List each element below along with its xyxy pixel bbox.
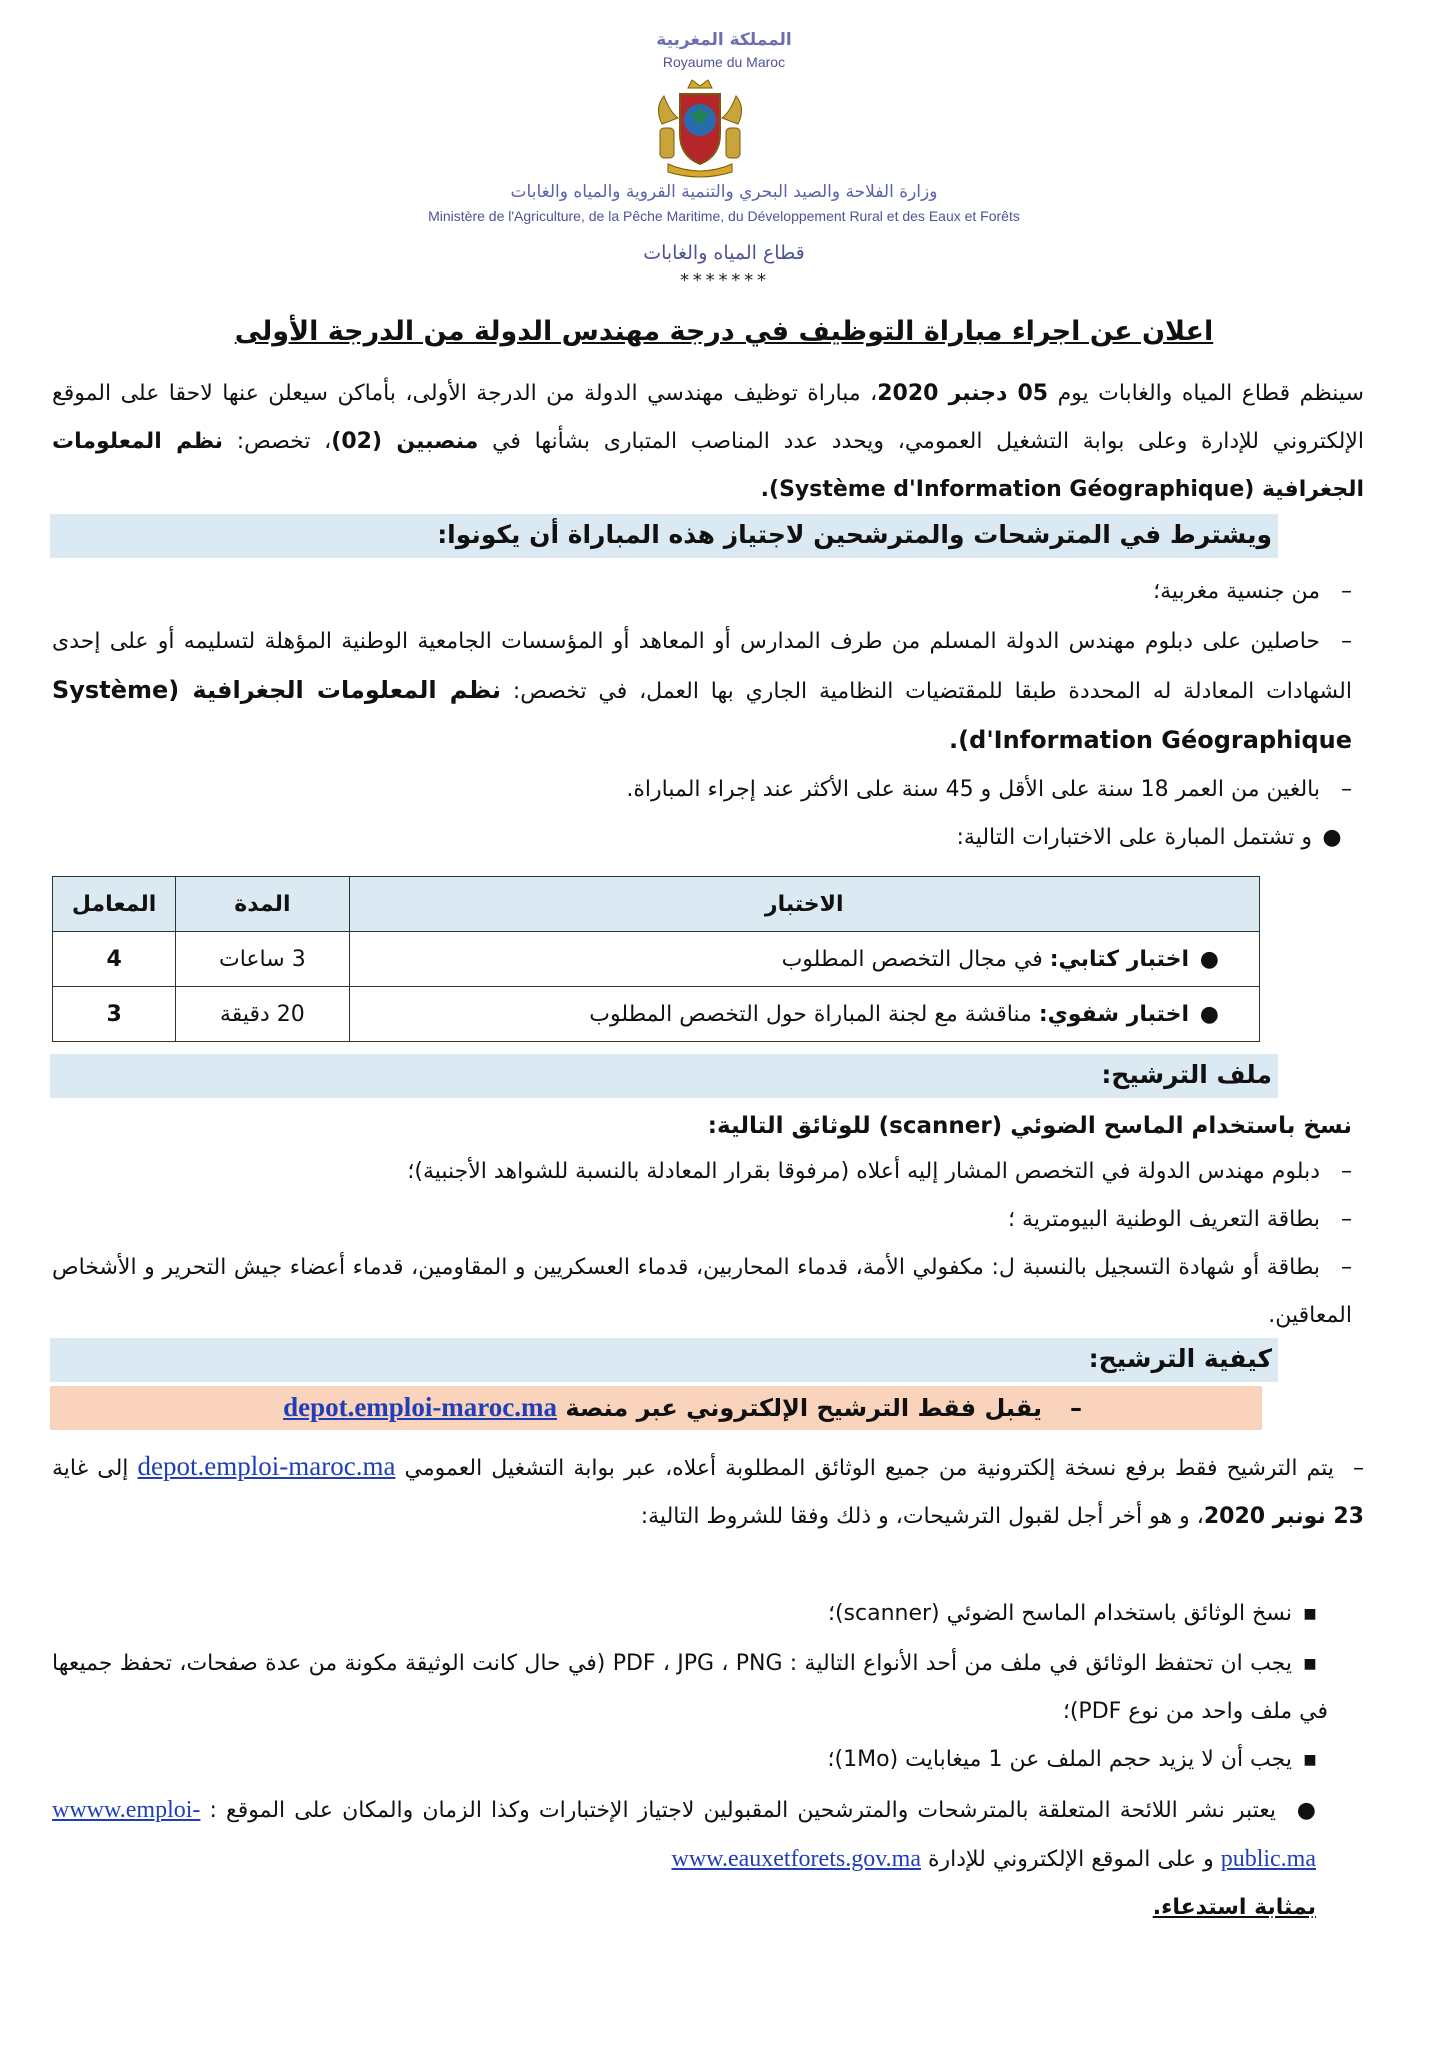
final-text-b: و على الموقع الإلكتروني للإدارة xyxy=(920,1847,1221,1872)
depot-platform-link[interactable]: depot.emploi-maroc.ma xyxy=(283,1392,558,1422)
file-subheading xyxy=(52,1102,1370,1150)
file-heading: ملف الترشيح: xyxy=(1101,1060,1272,1089)
rule-bullet-3: ■يجب أن لا يزيد حجم الملف عن 1 ميغابايت (1Mo)؛ xyxy=(827,1747,1317,1772)
ministry-name-fr: Ministère de l'Agriculture, de la Pêche Maritime, du Développement Rural et des Eaux et Forêts xyxy=(428,208,1020,224)
duration-cell: 20 دقيقة xyxy=(176,987,349,1042)
table-row xyxy=(53,932,1260,987)
final-text-a: يعتبر نشر اللائحة المتعلقة بالمترشحات والمترشحين المقبولين لاجتياز الإختبارات وكذا الزمان والمكان على الموقع : xyxy=(200,1798,1276,1823)
condition-item-2: –حاصلين على دبلوم مهندس الدولة المسلم من طرف المدارس أو المعاهد أو المؤسسات الجامعية الوطنية المؤهلة لتسليمه أو على إحدى الشهادات المعادلة له المحددة طبقا للمقتضيات النظامية الجاري بها العمل، في تخصص: نظم المعلومات الجغرافية (Système d'Information Géographique). xyxy=(52,629,1352,754)
file-subheading-text: نسخ باستخدام الماسح الضوئي (scanner) للوثائق التالية: xyxy=(707,1113,1352,1139)
emploi-public-link[interactable]: wwww.emploi-public.ma xyxy=(52,1797,1316,1872)
separator-stars: ******* xyxy=(679,270,769,291)
header-coefficient: المعامل xyxy=(53,877,176,932)
conditions-heading-bar xyxy=(50,514,1278,558)
file-item-3: –بطاقة أو شهادة التسجيل بالنسبة ل: مكفولي الأمة، قدماء المحاربين، قدماء العسكريين و المقاومين، قدماء أعضاء جيش التحرير و الأشخاص المعاقين. xyxy=(52,1255,1352,1328)
final-note-paragraph: ●يعتبر نشر اللائحة المتعلقة بالمترشحات والمترشحين المقبولين لاجتياز الإختبارات وكذا الزمان والمكان على الموقع : wwww.emploi-public.ma و على الموقع الإلكتروني للإدارة www.eauxetforets.gov.ma بمثابة استدعاء. xyxy=(52,1797,1316,1920)
coefficient-cell: 3 xyxy=(53,987,176,1042)
intro-text-a: سينظم قطاع المياه والغابات يوم xyxy=(1048,381,1364,406)
table-header-row xyxy=(53,877,1260,932)
rule-text: نسخ الوثائق باستخدام الماسح الضوئي (scanner)؛ xyxy=(827,1601,1292,1626)
deadline-date: 23 نونبر 2020 xyxy=(1203,1504,1364,1529)
condition-specialty: نظم المعلومات الجغرافية (Système d'Information Géographique). xyxy=(52,676,1352,754)
ministry-name-ar: وزارة الفلاحة والصيد البحري والتنمية القروية والمياه والغابات xyxy=(510,182,938,202)
file-item-2: –بطاقة التعريف الوطنية البيومترية ؛ xyxy=(1008,1207,1352,1232)
file-item-text: بطاقة التعريف الوطنية البيومترية ؛ xyxy=(1008,1207,1320,1232)
exam-desc: في مجال التخصص المطلوب xyxy=(781,946,1050,972)
application-text-a: يتم الترشيح فقط برفع نسخة إلكترونية من جميع الوثائق المطلوبة أعلاه، عبر بوابة التشغيل العمومي xyxy=(395,1456,1335,1481)
banner-text: يقبل فقط الترشيح الإلكتروني عبر منصة xyxy=(557,1394,1042,1422)
file-item-text: دبلوم مهندس الدولة في التخصص المشار إليه أعلاه (مرفوقا بقرار المعادلة بالنسبة للشواهد الأجنبية)؛ xyxy=(407,1159,1320,1184)
rule-bullet-1: ■نسخ الوثائق باستخدام الماسح الضوئي (scanner)؛ xyxy=(827,1601,1317,1626)
kingdom-name-ar: المملكة المغربية xyxy=(656,30,792,50)
condition-text: من جنسية مغربية؛ xyxy=(1153,579,1320,604)
kingdom-name-fr: Royaume du Maroc xyxy=(662,54,786,70)
how-heading-bar xyxy=(50,1338,1278,1382)
sector-name: قطاع المياه والغابات xyxy=(643,242,805,264)
condition-item-3: –بالغين من العمر 18 سنة على الأقل و 45 سنة على الأكثر عند إجراء المباراة. xyxy=(626,777,1352,802)
intro-text-b: ، مباراة توظيف مهندسي الدولة من الدرجة الأولى، بأماكن سيعلن عنها لاحقا على الموقع الإلكتروني للإدارة وعلى بوابة التشغيل العمومي، ويحدد عدد المناصب المتبارى بشأنها في xyxy=(52,381,1364,454)
rule-bullet-2: ■يجب ان تحتفظ الوثائق في ملف من أحد الأنواع التالية : PDF ، JPG ، PNG (في حال كانت الوثيقة مكونة من عدة صفحات، تحفظ جميعها في ملف واحد من نوع PDF)؛ xyxy=(52,1651,1328,1724)
file-heading-bar xyxy=(50,1054,1278,1098)
rule-text: يجب ان تحتفظ الوثائق في ملف من أحد الأنواع التالية : PDF ، JPG ، PNG (في حال كانت الوثيقة مكونة من عدة صفحات، تحفظ جميعها في ملف واحد من نوع PDF)؛ xyxy=(52,1651,1328,1724)
file-item-1: –دبلوم مهندس الدولة في التخصص المشار إليه أعلاه (مرفوقا بقرار المعادلة بالنسبة للشواهد الأجنبية)؛ xyxy=(407,1159,1352,1184)
conditions-heading: ويشترط في المترشحات والمترشحين لاجتياز هذه المباراة أن يكونوا: xyxy=(437,520,1272,549)
depot-portal-link[interactable]: depot.emploi-maroc.ma xyxy=(137,1451,396,1481)
header-duration: المدة xyxy=(176,877,349,932)
application-paragraph: –يتم الترشيح فقط برفع نسخة إلكترونية من جميع الوثائق المطلوبة أعلاه، عبر بوابة التشغيل العمومي depot.emploi-maroc.ma إلى غاية 23 نونبر 2020، و هو أخر أجل لقبول الترشيحات، و ذلك وفقا للشروط التالية: xyxy=(52,1451,1365,1529)
coat-of-arms-icon xyxy=(648,78,752,178)
exam-name: اختبار كتابي: xyxy=(1049,946,1189,972)
exam-cell: ●اختبار شفوي: مناقشة مع لجنة المباراة حول التخصص المطلوب xyxy=(349,987,1260,1042)
application-text-c: ، و هو أخر أجل لقبول الترشيحات، و ذلك وفقا للشروط التالية: xyxy=(640,1504,1204,1529)
exam-name: اختبار شفوي: xyxy=(1038,1001,1189,1027)
specialty-name: نظم المعلومات الجغرافية (Système d'Information Géographique). xyxy=(52,429,1364,502)
duration-cell: 3 ساعات xyxy=(176,932,349,987)
application-text-b: إلى غاية xyxy=(52,1456,138,1481)
intro-text-c: ، تخصص: xyxy=(223,429,332,454)
condition-text: و تشتمل المبارة على الاختبارات التالية: xyxy=(956,825,1312,850)
competition-date: 05 دجنبر 2020 xyxy=(877,381,1049,406)
posts-count: منصبين (02) xyxy=(331,429,479,454)
eauxetforets-link[interactable]: www.eauxetforets.gov.ma xyxy=(671,1846,921,1872)
intro-paragraph xyxy=(52,370,1364,514)
exam-cell: ●اختبار كتابي: في مجال التخصص المطلوب xyxy=(349,932,1260,987)
page-title: اعلان عن اجراء مباراة التوظيف في درجة مهندس الدولة من الدرجة الأولى xyxy=(234,316,1214,347)
condition-item-4: ●و تشتمل المبارة على الاختبارات التالية: xyxy=(956,825,1342,850)
online-only-banner: –يقبل فقط الترشيح الإلكتروني عبر منصة depot.emploi-maroc.ma xyxy=(50,1386,1262,1430)
file-item-text: بطاقة أو شهادة التسجيل بالنسبة ل: مكفولي الأمة، قدماء المحاربين، قدماء العسكريين و المقاومين، قدماء أعضاء جيش التحرير و الأشخاص المعاقين. xyxy=(52,1255,1352,1328)
header-exam: الاختبار xyxy=(349,877,1260,932)
table-row xyxy=(53,987,1260,1042)
rule-text: يجب أن لا يزيد حجم الملف عن 1 ميغابايت (1Mo)؛ xyxy=(827,1747,1292,1772)
exams-table xyxy=(52,876,1260,1042)
exam-desc: مناقشة مع لجنة المباراة حول التخصص المطلوب xyxy=(589,1001,1039,1027)
condition-text: حاصلين على دبلوم مهندس الدولة المسلم من طرف المدارس أو المعاهد أو المؤسسات الجامعية الوطنية المؤهلة لتسليمه أو على إحدى الشهادات المعادلة له المحددة طبقا للمقتضيات النظامية الجاري بها العمل، في تخصص: xyxy=(52,629,1352,704)
final-text-c: بمثابة استدعاء. xyxy=(1152,1895,1316,1920)
coefficient-cell: 4 xyxy=(53,932,176,987)
condition-item-1: –من جنسية مغربية؛ xyxy=(1153,579,1352,604)
condition-text: بالغين من العمر 18 سنة على الأقل و 45 سنة على الأكثر عند إجراء المباراة. xyxy=(626,777,1320,802)
how-heading: كيفية الترشيح: xyxy=(1088,1344,1272,1373)
